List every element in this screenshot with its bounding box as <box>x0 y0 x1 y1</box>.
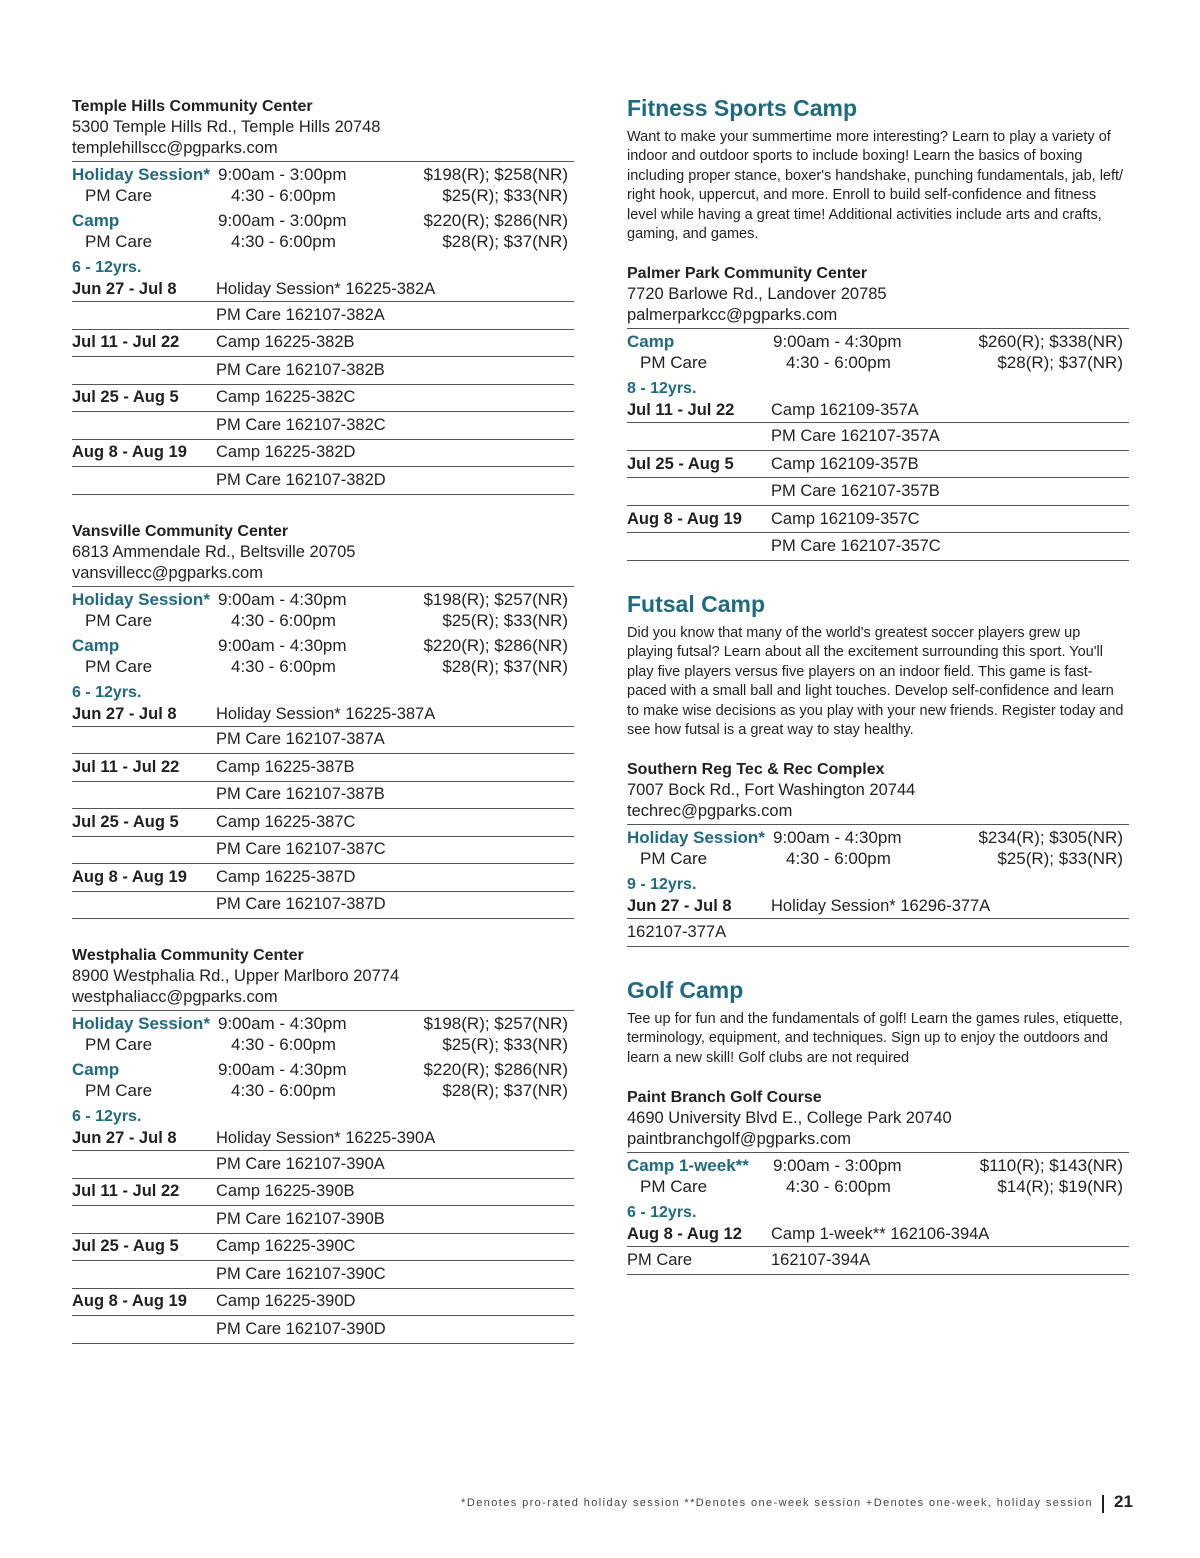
session-date: Aug 8 - Aug 19 <box>72 443 187 462</box>
age-range: 9 - 12yrs. <box>627 876 697 894</box>
session-activity: PM Care 162107-387C <box>216 840 386 859</box>
program-price: $28(R); $37(NR) <box>997 353 1123 373</box>
program-time: 9:00am - 3:00pm <box>218 165 347 184</box>
session-row <box>72 302 574 330</box>
session-row <box>627 506 1129 534</box>
program-time: 4:30 - 6:00pm <box>231 1081 336 1100</box>
center-address: 6813 Ammendale Rd., Beltsville 20705 <box>72 542 356 561</box>
session-row <box>72 837 574 865</box>
program-time: 9:00am - 3:00pm <box>773 1156 902 1176</box>
session-row <box>72 412 574 440</box>
program-name: Camp 1-week** <box>627 1156 749 1176</box>
program-price: $28(R); $37(NR) <box>442 232 568 251</box>
center-address: 7720 Barlowe Rd., Landover 20785 <box>627 285 887 304</box>
pm-care-rate-row <box>72 231 574 252</box>
program-time: 9:00am - 4:30pm <box>218 635 347 655</box>
program-name: Holiday Session* <box>72 1014 210 1033</box>
session-row <box>72 892 574 920</box>
session-date: Jun 27 - Jul 8 <box>72 704 177 723</box>
session-activity: Camp 16225-390D <box>216 1292 356 1311</box>
spacer <box>72 495 574 521</box>
program-rate-row <box>627 827 1129 848</box>
program-time: 4:30 - 6:00pm <box>786 353 891 373</box>
session-row <box>627 1223 1129 1247</box>
divider <box>72 586 574 587</box>
session-activity: PM Care 162107-382A <box>216 305 385 324</box>
session-row <box>627 919 1129 947</box>
program-time: 4:30 - 6:00pm <box>231 610 336 630</box>
session-row <box>627 533 1129 561</box>
session-activity: PM Care 162107-382C <box>216 415 386 434</box>
center-listing <box>627 263 1129 561</box>
session-activity: PM Care 162107-357B <box>771 482 940 501</box>
session-row <box>72 1179 574 1207</box>
session-activity: PM Care 162107-390C <box>216 1264 386 1283</box>
program-name: PM Care <box>85 232 153 251</box>
program-name: Holiday Session* <box>627 828 765 848</box>
program-price: $110(R); $143(NR) <box>979 1156 1123 1176</box>
right-column <box>627 93 1129 1275</box>
section-title: Futsal Camp <box>627 590 766 617</box>
session-activity: Camp 16225-382C <box>216 388 356 407</box>
center-address: 7007 Bock Rd., Fort Washington 20744 <box>627 781 916 800</box>
session-date: 162107-377A <box>627 923 727 942</box>
program-rate-row <box>72 635 574 656</box>
center-listing <box>72 945 574 1344</box>
program-name: PM Care <box>85 656 153 676</box>
session-activity: PM Care 162107-357A <box>771 427 940 446</box>
session-activity: Camp 162109-357C <box>771 509 920 528</box>
section-title: Fitness Sports Camp <box>627 95 858 121</box>
center-address: 5300 Temple Hills Rd., Temple Hills 20748 <box>72 118 381 136</box>
age-range: 6 - 12yrs. <box>72 1108 142 1125</box>
center-email[interactable]: palmerparkcc@pgparks.com <box>627 306 838 325</box>
session-activity: Camp 162109-357A <box>771 401 919 420</box>
program-time: 4:30 - 6:00pm <box>786 849 891 869</box>
program-time: 9:00am - 4:30pm <box>773 828 902 848</box>
session-activity: Holiday Session* 16296-377A <box>771 897 991 916</box>
program-name: PM Care <box>85 1035 153 1054</box>
session-activity: PM Care 162107-390A <box>216 1154 385 1173</box>
session-activity: PM Care 162107-357C <box>771 537 941 556</box>
session-row <box>72 864 574 892</box>
session-row <box>72 1206 574 1234</box>
session-row <box>72 1316 574 1344</box>
center-name: Palmer Park Community Center <box>627 265 868 283</box>
session-date: Jul 25 - Aug 5 <box>627 454 734 473</box>
session-row <box>72 1261 574 1289</box>
divider <box>627 1152 1129 1153</box>
session-row <box>72 703 574 727</box>
section-description: Did you know that many of the world's greatest soccer players grew up playing futsal? Learn about all the excitement surrounding this sport. You'll play five players versus five players on an indoor field. This game is fast-paced with a small ball and light touches. Develop self-confidence and learn to make wise decisions as you play with your new friends. Register today and see how futsal is a great way to stay healthy. <box>627 624 1124 738</box>
center-listing <box>72 96 574 495</box>
program-time: 4:30 - 6:00pm <box>231 186 336 205</box>
session-date: Jul 11 - Jul 22 <box>627 401 735 420</box>
session-row <box>72 782 574 810</box>
session-row <box>72 467 574 495</box>
session-row <box>72 278 574 302</box>
session-activity: Camp 1-week** 162106-394A <box>771 1225 990 1244</box>
session-row <box>72 1289 574 1317</box>
session-date: Aug 8 - Aug 12 <box>627 1225 742 1244</box>
program-section <box>627 93 1129 561</box>
session-date: Jul 25 - Aug 5 <box>72 388 179 407</box>
pm-care-rate-row <box>72 185 574 206</box>
session-date: Jun 27 - Jul 8 <box>72 1129 177 1147</box>
program-rate-row <box>72 210 574 231</box>
pm-care-rate-row <box>627 1176 1129 1197</box>
age-range: 6 - 12yrs. <box>72 683 142 701</box>
center-email[interactable]: techrec@pgparks.com <box>627 802 793 821</box>
program-name: PM Care <box>85 1081 153 1100</box>
program-name: Camp <box>72 211 120 230</box>
session-date: Jul 25 - Aug 5 <box>72 1237 179 1256</box>
session-activity: Camp 16225-382D <box>216 443 356 462</box>
program-rate-row <box>627 331 1129 352</box>
session-activity: PM Care 162107-387A <box>216 730 385 749</box>
session-date: Aug 8 - Aug 19 <box>72 1292 187 1311</box>
divider <box>627 824 1129 825</box>
session-activity: Camp 16225-382B <box>216 333 355 352</box>
section-title: Golf Camp <box>627 976 744 1003</box>
program-name: Camp <box>627 332 675 352</box>
session-date: PM Care <box>627 1250 693 1269</box>
program-time: 4:30 - 6:00pm <box>231 656 336 676</box>
program-time: 4:30 - 6:00pm <box>231 1035 336 1054</box>
session-activity: Holiday Session* 16225-390A <box>216 1129 436 1147</box>
session-activity: Camp 16225-390B <box>216 1182 355 1201</box>
session-date: Jul 11 - Jul 22 <box>72 333 180 352</box>
program-rate-row <box>72 164 574 185</box>
program-price: $220(R); $286(NR) <box>423 1060 568 1079</box>
session-date: Jul 11 - Jul 22 <box>72 757 180 776</box>
program-price: $198(R); $257(NR) <box>423 1014 568 1033</box>
session-activity: Holiday Session* 16225-382A <box>216 280 436 298</box>
program-section <box>627 589 1129 947</box>
session-date: Jul 11 - Jul 22 <box>72 1182 180 1201</box>
center-name: Temple Hills Community Center <box>72 98 313 115</box>
session-date: Aug 8 - Aug 19 <box>72 867 187 886</box>
program-time: 9:00am - 4:30pm <box>218 1014 347 1033</box>
center-email[interactable]: templehillscc@pgparks.com <box>72 139 278 157</box>
session-row <box>627 478 1129 506</box>
section-description: Tee up for fun and the fundamentals of golf! Learn the games rules, etiquette, terminology, equipment, and techniques. Sign up to enjoy the outdoors and learn a new skill! Golf clubs are not required <box>627 1010 1123 1066</box>
program-time: 9:00am - 3:00pm <box>218 211 347 230</box>
center-name: Vansville Community Center <box>72 522 289 540</box>
program-price: $220(R); $286(NR) <box>423 635 568 655</box>
program-price: $220(R); $286(NR) <box>423 211 568 230</box>
age-range: 6 - 12yrs. <box>627 1204 697 1222</box>
session-row <box>627 423 1129 451</box>
program-name: PM Care <box>640 353 708 373</box>
program-price: $14(R); $19(NR) <box>997 1177 1123 1197</box>
session-date: Jun 27 - Jul 8 <box>72 280 177 298</box>
spacer <box>627 561 1129 589</box>
session-row <box>72 754 574 782</box>
program-price: $25(R); $33(NR) <box>997 849 1123 869</box>
center-address: 8900 Westphalia Rd., Upper Marlboro 20774 <box>72 967 400 985</box>
center-address: 4690 University Blvd E., College Park 20740 <box>627 1109 952 1128</box>
session-activity: Camp 16225-387D <box>216 867 356 886</box>
session-row <box>627 1247 1129 1275</box>
program-name: Camp <box>72 1060 120 1079</box>
page-number: 21 <box>1114 1492 1133 1511</box>
spacer <box>627 947 1129 975</box>
program-price: $25(R); $33(NR) <box>442 1035 568 1054</box>
program-rate-row <box>72 1059 574 1080</box>
page-footer <box>0 1490 1200 1520</box>
spacer <box>72 919 574 945</box>
session-activity: Camp 16225-387B <box>216 757 355 776</box>
program-name: PM Care <box>640 849 708 869</box>
center-listing <box>72 521 574 920</box>
program-price: $25(R); $33(NR) <box>442 186 568 205</box>
session-row <box>72 440 574 468</box>
center-listing <box>627 759 1129 947</box>
left-column <box>72 96 574 1344</box>
center-name: Southern Reg Tec & Rec Complex <box>627 761 885 779</box>
center-email[interactable]: vansvillecc@pgparks.com <box>72 563 263 582</box>
session-row <box>627 399 1129 423</box>
session-activity: Camp 16225-387C <box>216 812 356 831</box>
center-name: Paint Branch Golf Course <box>627 1089 822 1107</box>
session-activity: Holiday Session* 16225-387A <box>216 704 436 723</box>
session-activity: PM Care 162107-390D <box>216 1319 386 1338</box>
session-row <box>72 1127 574 1151</box>
divider <box>72 161 574 162</box>
footer-divider <box>1102 1495 1104 1513</box>
program-price: $28(R); $37(NR) <box>442 1081 568 1100</box>
session-activity: PM Care 162107-387B <box>216 785 385 804</box>
session-date: Aug 8 - Aug 19 <box>627 509 742 528</box>
session-activity: PM Care 162107-390B <box>216 1209 385 1228</box>
age-range: 8 - 12yrs. <box>627 380 697 398</box>
program-name: PM Care <box>640 1177 708 1197</box>
session-row <box>72 727 574 755</box>
center-listing <box>627 1087 1129 1275</box>
center-name: Westphalia Community Center <box>72 947 304 964</box>
session-activity: Camp 16225-390C <box>216 1237 356 1256</box>
pm-care-rate-row <box>627 352 1129 373</box>
session-row <box>72 809 574 837</box>
session-activity: PM Care 162107-382B <box>216 360 385 379</box>
session-activity: PM Care 162107-382D <box>216 470 386 489</box>
program-time: 4:30 - 6:00pm <box>786 1177 891 1197</box>
program-name: PM Care <box>85 610 153 630</box>
session-row <box>627 451 1129 479</box>
program-rate-row <box>72 589 574 610</box>
program-price: $25(R); $33(NR) <box>442 610 568 630</box>
footnote: *Denotes pro-rated holiday session **Denotes one-week session +Denotes one-week, holiday session <box>461 1497 1093 1509</box>
session-row <box>627 895 1129 919</box>
program-rate-row <box>627 1155 1129 1176</box>
session-date: Jun 27 - Jul 8 <box>627 897 732 916</box>
program-name: PM Care <box>85 186 153 205</box>
program-price: $198(R); $257(NR) <box>423 589 568 609</box>
program-time: 9:00am - 4:30pm <box>773 332 902 352</box>
session-row <box>72 1234 574 1262</box>
program-time: 9:00am - 4:30pm <box>218 1060 347 1079</box>
pm-care-rate-row <box>627 848 1129 869</box>
pm-care-rate-row <box>72 610 574 631</box>
program-name: Holiday Session* <box>72 589 210 609</box>
center-email[interactable]: westphaliacc@pgparks.com <box>72 988 278 1006</box>
program-price: $234(R); $305(NR) <box>978 828 1123 848</box>
program-name: Camp <box>72 635 120 655</box>
session-activity: 162107-394A <box>771 1250 871 1269</box>
program-section <box>627 975 1129 1275</box>
program-time: 9:00am - 4:30pm <box>218 589 347 609</box>
session-row <box>72 385 574 413</box>
pm-care-rate-row <box>72 656 574 677</box>
program-name: Holiday Session* <box>72 165 210 184</box>
program-rate-row <box>72 1013 574 1034</box>
program-price: $28(R); $37(NR) <box>442 656 568 676</box>
session-row <box>72 330 574 358</box>
divider <box>627 328 1129 329</box>
age-range: 6 - 12yrs. <box>72 259 142 276</box>
session-activity: Camp 162109-357B <box>771 454 919 473</box>
section-description: Want to make your summertime more interesting? Learn to play a variety of indoor and outdoor sports to include boxing! Learn the basics of boxing including proper stance, boxer's handshake, punching fundamentals, jab, left/ right hook, uppercut, and more. Enroll to build self-confidence and fitness level while having a great time! Additional activities include arts and crafts, gaming, and games. <box>627 129 1124 243</box>
pm-care-rate-row <box>72 1080 574 1101</box>
session-date: Jul 25 - Aug 5 <box>72 812 179 831</box>
center-email[interactable]: paintbranchgolf@pgparks.com <box>627 1130 852 1149</box>
program-price: $260(R); $338(NR) <box>978 332 1123 352</box>
divider <box>72 1010 574 1011</box>
session-row <box>72 1151 574 1179</box>
session-activity: PM Care 162107-387D <box>216 895 386 914</box>
program-time: 4:30 - 6:00pm <box>231 232 336 251</box>
session-row <box>72 357 574 385</box>
program-price: $198(R); $258(NR) <box>423 165 568 184</box>
pm-care-rate-row <box>72 1034 574 1055</box>
